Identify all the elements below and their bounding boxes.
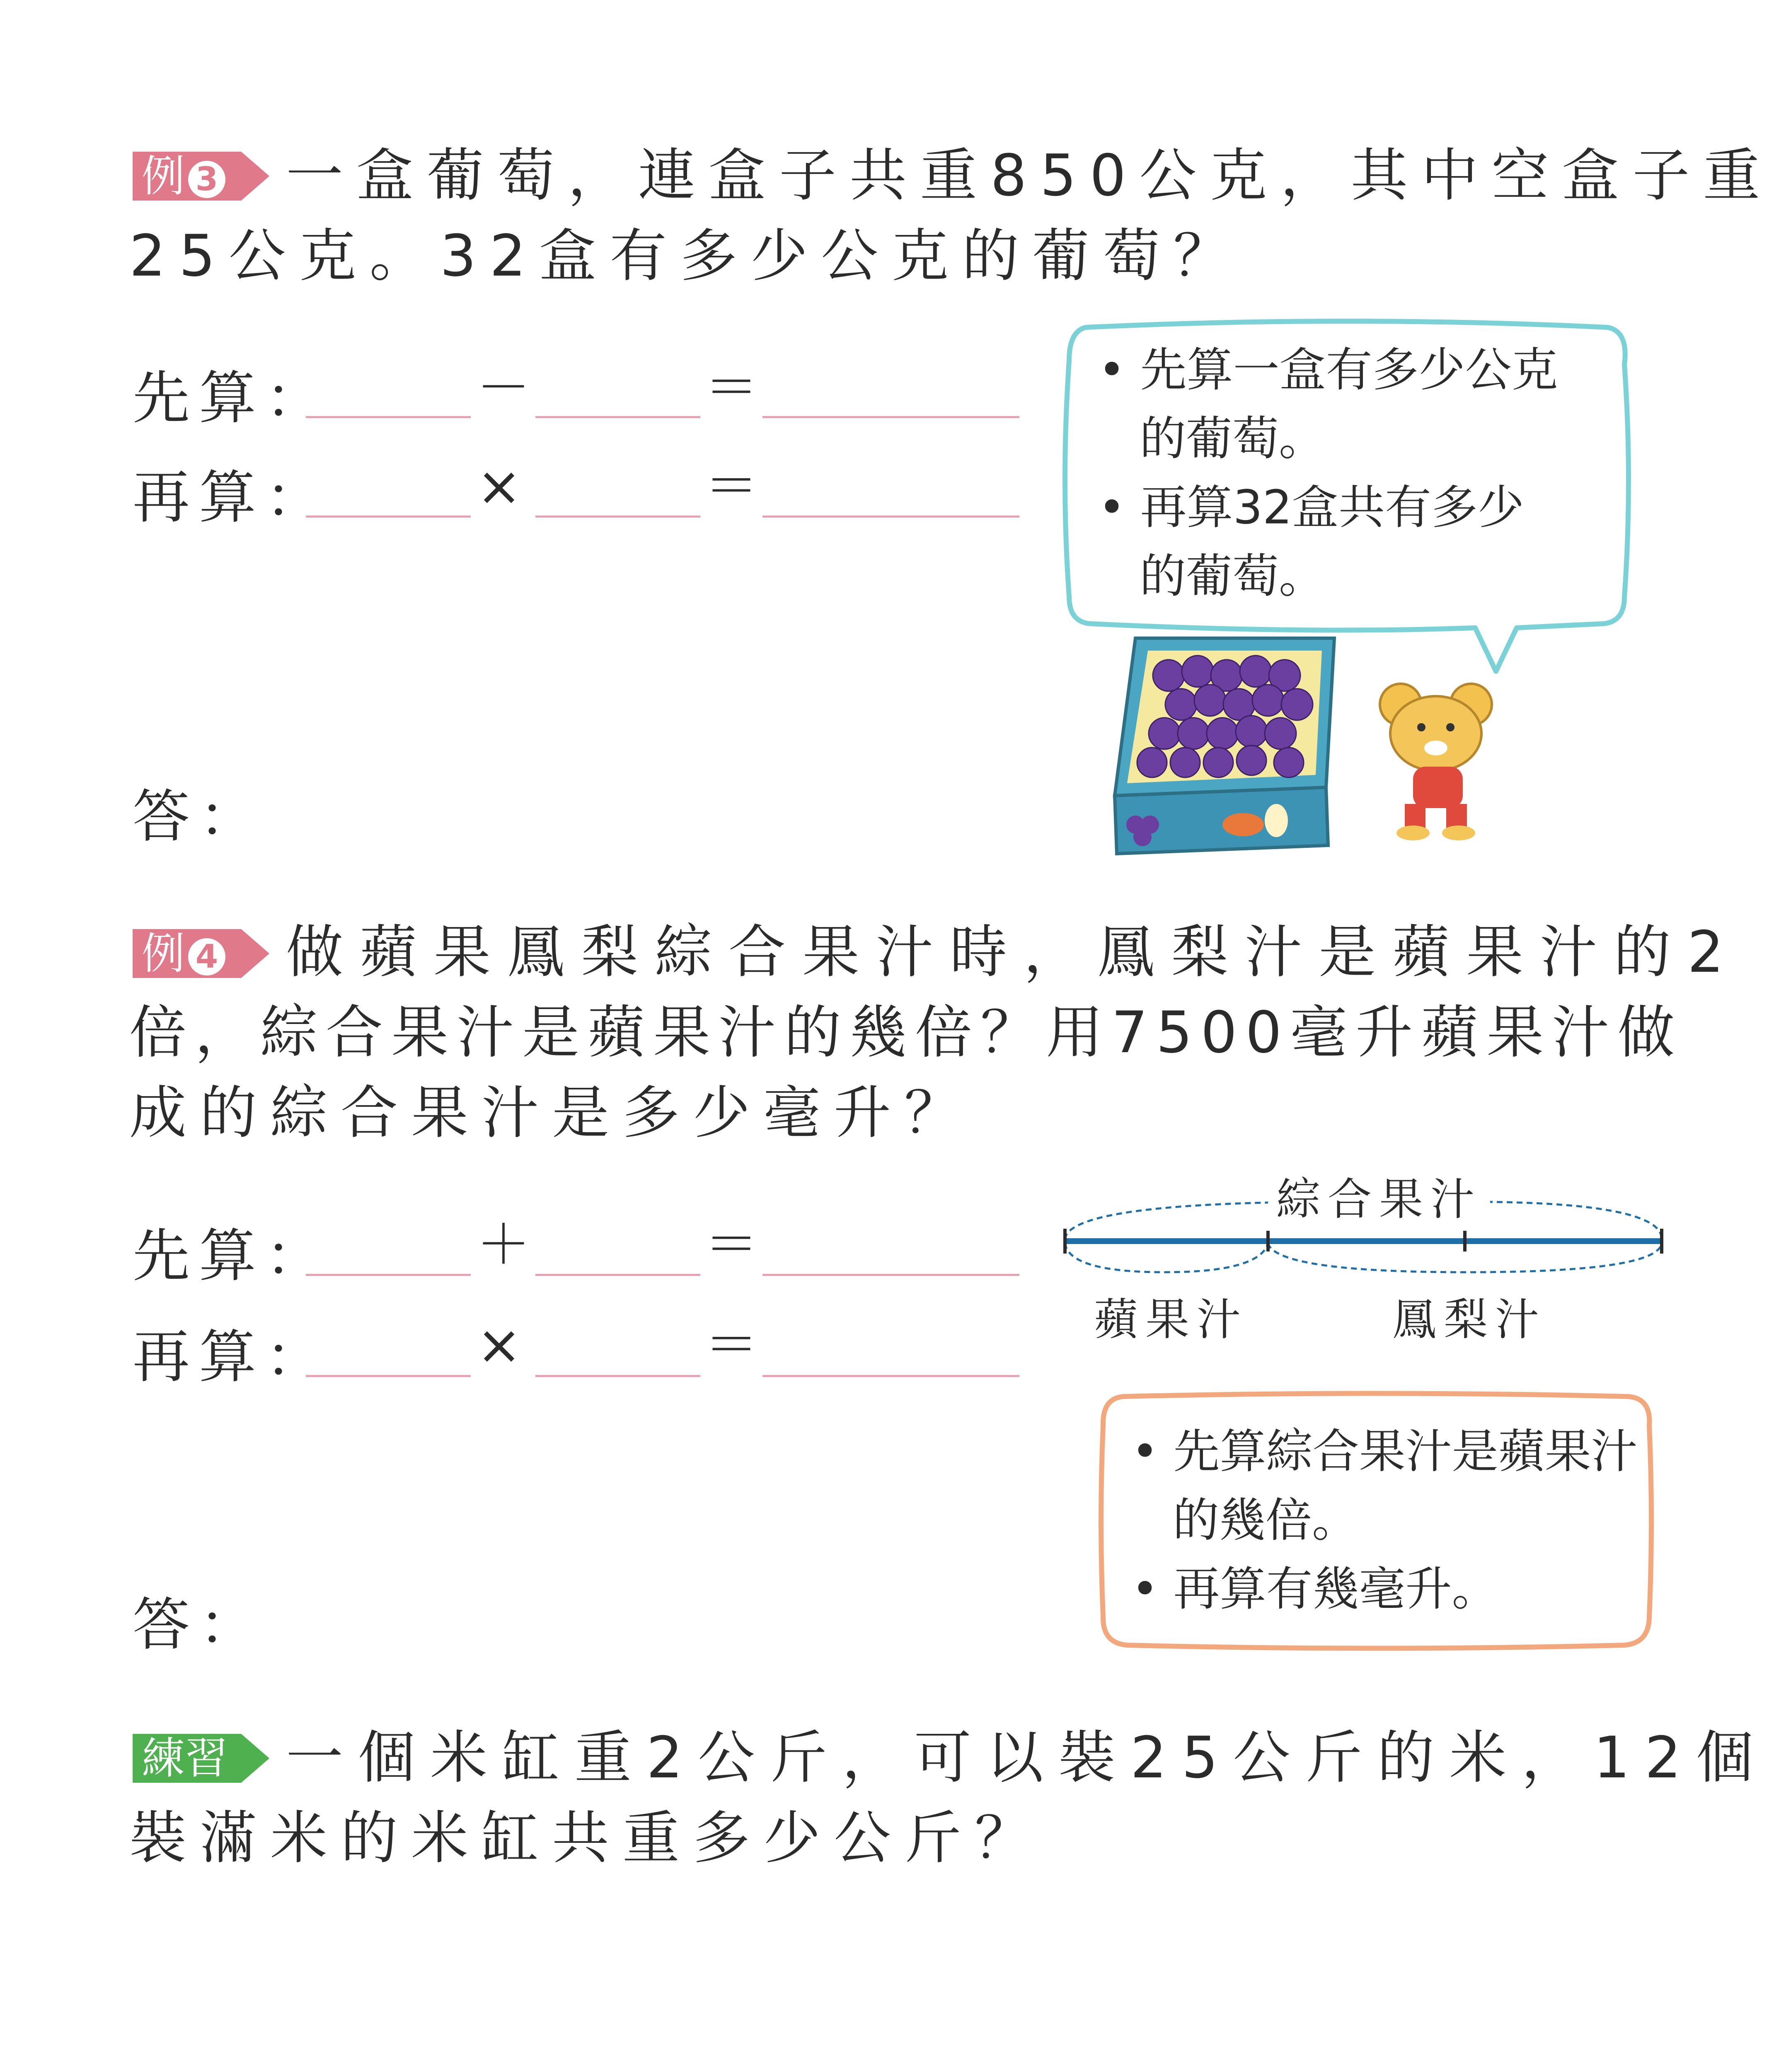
mouse-character-illustration — [1367, 680, 1517, 845]
times-sign: × — [477, 1313, 522, 1376]
minus-sign: － — [477, 356, 531, 419]
example-3-step2-label: 再算： — [133, 464, 332, 531]
example-4-step1-label: 先算： — [133, 1222, 332, 1289]
example-number: 4 — [188, 938, 225, 975]
example-4-blank-1a[interactable] — [306, 1274, 471, 1276]
equals-sign: ＝ — [704, 356, 759, 419]
example-3-step1-label: 先算： — [133, 365, 332, 431]
diagram-label-mixed-juice: 綜合果汁 — [1268, 1164, 1490, 1227]
example-4-blank-2b[interactable] — [535, 1375, 700, 1377]
example-4-blank-1b[interactable] — [535, 1274, 700, 1276]
example-4-line-1: 做蘋果鳳梨綜合果汁時，鳳梨汁是蘋果汁的2 — [286, 919, 1740, 985]
example-4-line-3: 成的綜合果汁是多少毫升？ — [129, 1080, 975, 1146]
example-3-blank-2c[interactable] — [762, 516, 1019, 518]
example-3-tag — [133, 152, 269, 201]
practice-tag — [133, 1734, 269, 1783]
practice-line-1: 一個米缸重2公斤，可以裝25公斤的米，12個 — [286, 1724, 1768, 1791]
practice-line-2: 裝滿米的米缸共重多少公斤？ — [129, 1805, 1045, 1871]
example-4-blank-2a[interactable] — [306, 1375, 471, 1377]
example-3-hint-2b: 的葡萄。 — [1140, 549, 1325, 603]
example-3-blank-2a[interactable] — [306, 516, 471, 518]
times-sign: × — [477, 455, 522, 518]
equals-sign: ＝ — [704, 455, 759, 518]
example-3-hint-1: • 先算一盒有多少公克 — [1098, 343, 1558, 397]
example-tag-text: 例 — [142, 151, 185, 201]
example-3-blank-1a[interactable] — [306, 416, 471, 418]
practice-tag-text: 練習 — [142, 1733, 228, 1784]
example-4-blank-2c[interactable] — [762, 1375, 1019, 1377]
example-4-hint-1b: 的幾倍。 — [1173, 1493, 1358, 1547]
example-3-answer-label: 答： — [133, 783, 266, 850]
example-4-step2-label: 再算： — [133, 1324, 332, 1390]
example-4-hint-1: • 先算綜合果汁是蘋果汁 — [1131, 1425, 1638, 1479]
example-3-hint-1b: 的葡萄。 — [1140, 412, 1325, 466]
diagram-label-apple-juice: 蘋果汁 — [1094, 1294, 1248, 1345]
example-tag-text: 例 — [142, 928, 185, 979]
equals-sign: ＝ — [704, 1313, 759, 1376]
example-4-hint-2: • 再算有幾毫升。 — [1131, 1562, 1498, 1616]
example-4-answer-label: 答： — [133, 1591, 266, 1658]
grape-box-illustration — [1102, 630, 1351, 862]
example-4-blank-1c[interactable] — [762, 1274, 1019, 1276]
diagram-label-pineapple-juice: 鳳梨汁 — [1392, 1294, 1546, 1345]
plus-sign: ＋ — [477, 1213, 531, 1276]
example-4-line-2: 倍，綜合果汁是蘋果汁的幾倍？用7500毫升蘋果汁做 — [129, 999, 1683, 1066]
example-3-blank-1c[interactable] — [762, 416, 1019, 418]
example-3-hint-2: • 再算32盒共有多少 — [1098, 481, 1525, 535]
example-number: 3 — [188, 161, 225, 198]
example-3-blank-1b[interactable] — [535, 416, 700, 418]
example-3-line-1: 一盒葡萄，連盒子共重850公克，其中空盒子重 — [286, 142, 1774, 209]
example-3-line-2: 25公克。32盒有多少公克的葡萄？ — [129, 223, 1244, 289]
equals-sign: ＝ — [704, 1213, 759, 1276]
example-4-tag — [133, 929, 269, 978]
example-3-blank-2b[interactable] — [535, 516, 700, 518]
